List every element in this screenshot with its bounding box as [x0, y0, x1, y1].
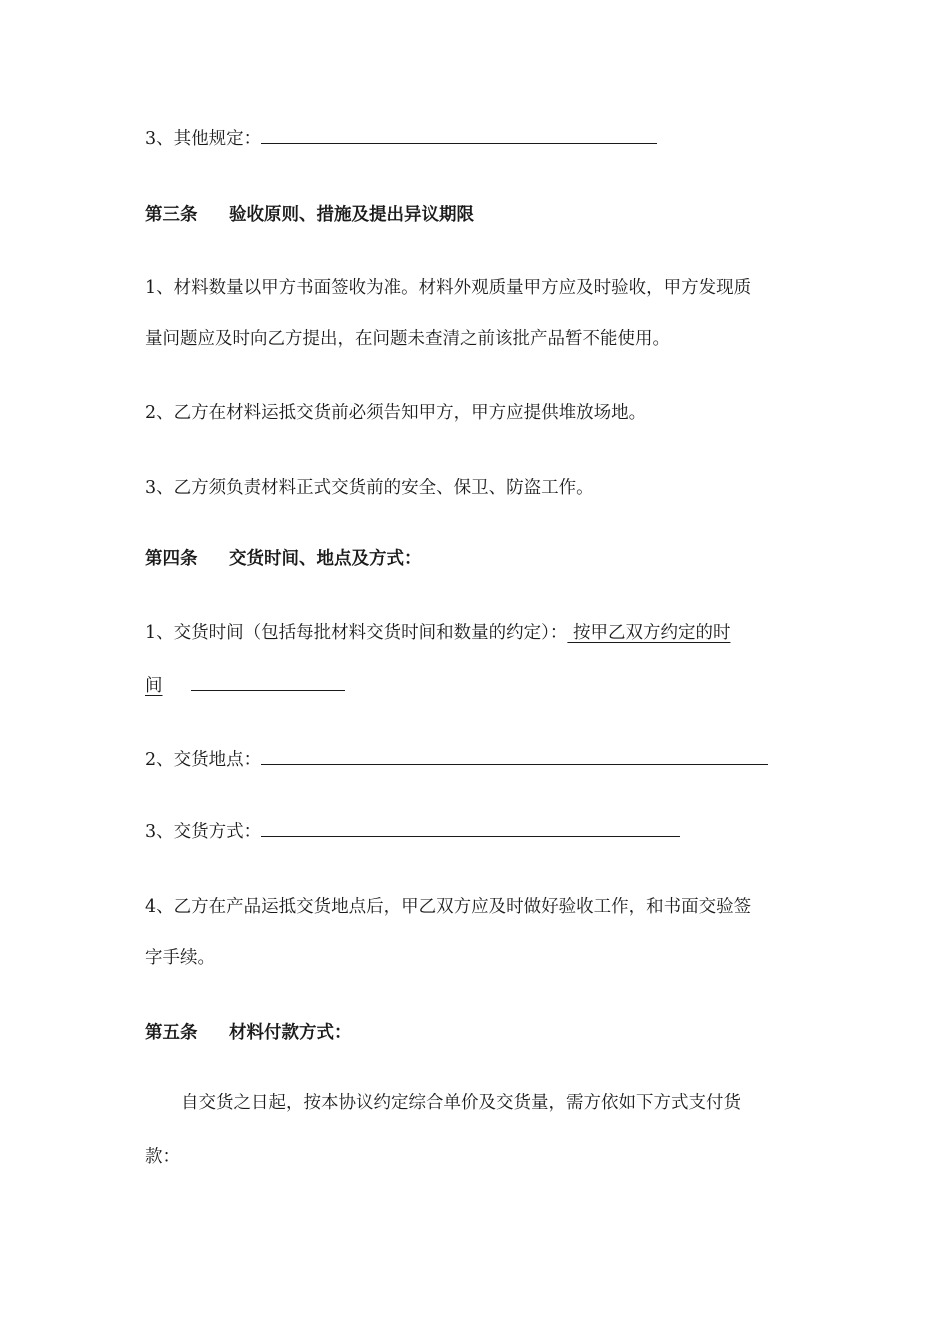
article-4-title: 交货时间、地点及方式： [229, 549, 422, 569]
delivery-time-value: 按甲乙双方约定的时 [572, 623, 731, 643]
article-5-heading [145, 1021, 352, 1045]
article-5-paragraph-line-2: 款： [145, 1147, 180, 1167]
article-3-heading [145, 203, 474, 227]
article-3-title: 验收原则、措施及提出异议期限 [229, 205, 474, 225]
other-provisions-label: 3、其他规定： [145, 129, 262, 149]
article-4-item-4-line-2: 字手续。 [145, 948, 215, 968]
delivery-place-line [145, 746, 768, 772]
delivery-time-value-cont: 间 [145, 676, 163, 696]
delivery-place-blank [261, 746, 768, 765]
other-provisions-line [145, 125, 657, 151]
delivery-method-blank [261, 818, 680, 837]
delivery-method-line [145, 818, 680, 844]
article-5-paragraph-line-1: 自交货之日起，按本协议约定综合单价及交货量，需方依如下方式支付货 [181, 1093, 741, 1113]
delivery-method-label: 3、交货方式： [145, 822, 262, 842]
delivery-time-label: 1、交货时间（包括每批材料交货时间和数量的约定）： [145, 623, 568, 643]
delivery-place-label: 2、交货地点： [145, 750, 262, 770]
article-5-number: 第五条 [145, 1023, 198, 1043]
article-3-item-1-line-1: 1、材料数量以甲方书面签收为准。材料外观质量甲方应及时验收，甲方发现质 [145, 278, 752, 298]
article-4-item-4-line-1: 4、乙方在产品运抵交货地点后，甲乙双方应及时做好验收工作，和书面交验签 [145, 897, 752, 917]
delivery-time-line-2 [145, 672, 345, 698]
delivery-time-line-1 [145, 621, 730, 645]
delivery-time-blank [191, 672, 345, 691]
other-provisions-blank [261, 125, 657, 144]
article-3-item-2: 2、乙方在材料运抵交货前必须告知甲方，甲方应提供堆放场地。 [145, 403, 647, 423]
article-4-number: 第四条 [145, 549, 198, 569]
article-3-item-1-line-2: 量问题应及时向乙方提出，在问题未查清之前该批产品暂不能使用。 [145, 329, 670, 349]
article-3-number: 第三条 [145, 205, 198, 225]
article-3-item-3: 3、乙方须负责材料正式交货前的安全、保卫、防盗工作。 [145, 478, 594, 498]
article-4-heading [145, 547, 422, 571]
article-5-title: 材料付款方式： [229, 1023, 352, 1043]
